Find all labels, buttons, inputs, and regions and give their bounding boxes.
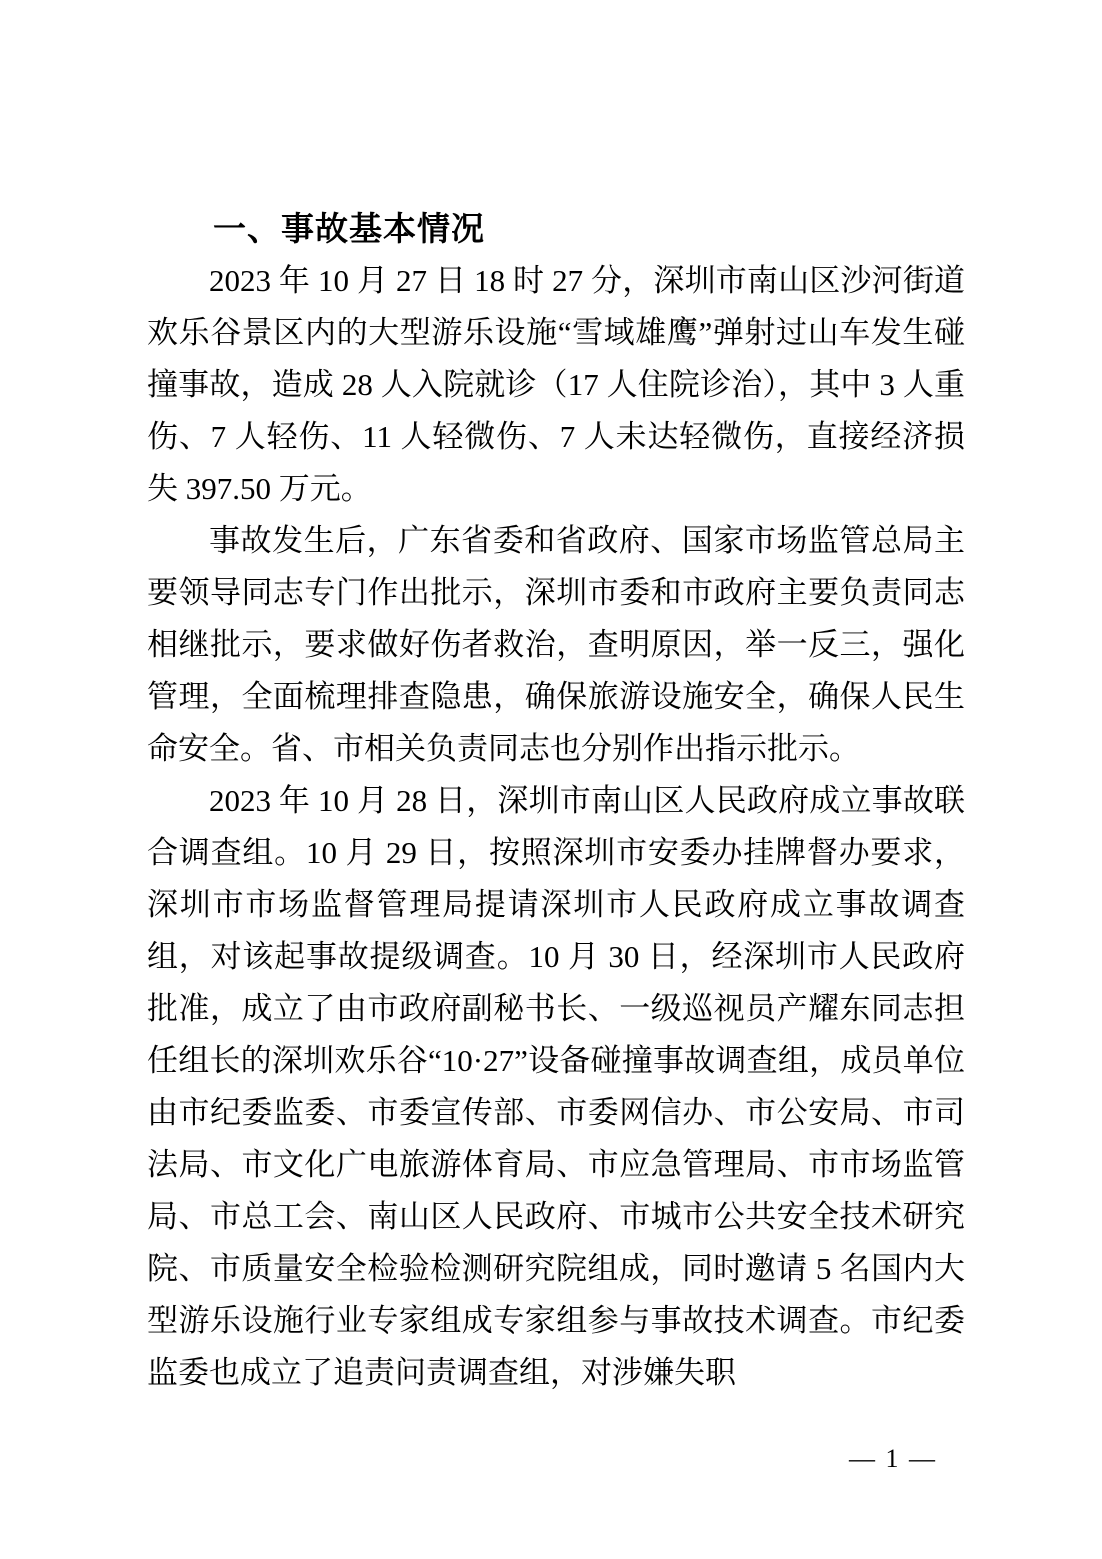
section-heading: 一、事故基本情况: [213, 210, 485, 247]
paragraph-accident-overview: 2023 年 10 月 27 日 18 时 27 分，深圳市南山区沙河街道欢乐谷景区内的大型游乐设施“雪域雄鹰”弹射过山车发生碰撞事故，造成 28 人入院就诊（17 人住院诊治），其中 3 人重伤、7 人轻伤、11 人轻微伤、7 人未达轻微伤，直接经济损失 397.50 万元。: [147, 263, 965, 506]
document-body: [147, 203, 965, 1399]
page-number: — 1 —: [849, 1444, 937, 1473]
paragraph-leadership-instructions: 事故发生后，广东省委和省政府、国家市场监管总局主要领导同志专门作出批示，深圳市委和市政府主要负责同志相继批示，要求做好伤者救治，查明原因，举一反三，强化管理，全面梳理排查隐患，确保旅游设施安全，确保人民生命安全。省、市相关负责同志也分别作出指示批示。: [147, 523, 965, 766]
paragraph-investigation-team: 2023 年 10 月 28 日，深圳市南山区人民政府成立事故联合调查组。10 月 29 日，按照深圳市安委办挂牌督办要求，深圳市市场监督管理局提请深圳市人民政府成立事故调查组，对该起事故提级调查。10 月 30 日，经深圳市人民政府批准，成立了由市政府副秘书长、一级巡视员产耀东同志担任组长的深圳欢乐谷“10·27”设备碰撞事故调查组，成员单位由市纪委监委、市委宣传部、市委网信办、市公安局、市司法局、市文化广电旅游体育局、市应急管理局、市市场监管局、市总工会、南山区人民政府、市城市公共安全技术研究院、市质量安全检验检测研究院组成，同时邀请 5 名国内大型游乐设施行业专家组成专家组参与事故技术调查。市纪委监委也成立了追责问责调查组，对涉嫌失职: [147, 783, 965, 1390]
